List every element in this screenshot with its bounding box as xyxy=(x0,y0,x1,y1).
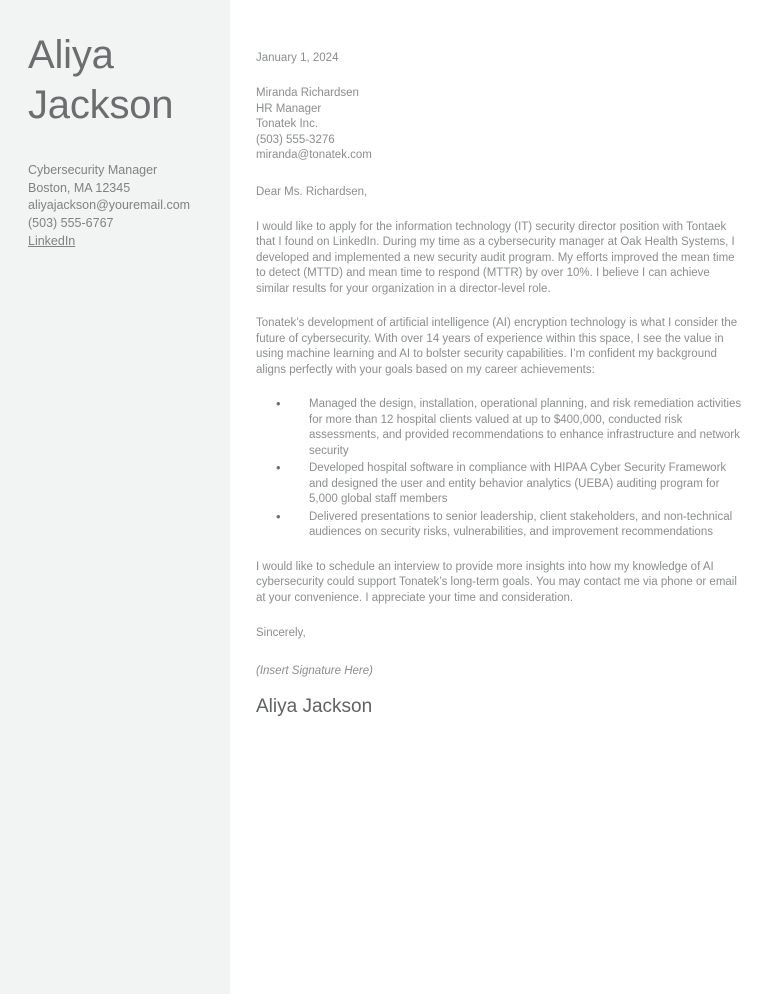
applicant-phone: (503) 555-6767 xyxy=(28,215,114,230)
applicant-last-name: Jackson xyxy=(28,83,174,127)
sidebar xyxy=(0,0,230,994)
list-item: • Delivered presentations to senior leadership, client stakeholders, and non-technical audiences on security risks, vulnerabilities, and improvement recommendations xyxy=(256,510,744,541)
contact-details xyxy=(28,162,206,251)
recipient-name: Miranda Richardsen xyxy=(256,87,359,99)
body-paragraph-3: I would like to schedule an interview to provide more insights into how my knowledge of AI cybersecurity could support Tonatek’s long-term goals. You may contact me via phone or email at your convenience. I appreciate your time and consideration. xyxy=(256,560,737,604)
list-item: • Managed the design, installation, operational planning, and risk remediation activities for more than 12 hospital clients valued at up to $400,000, conducted risk assessments, and provided recommendations to enhance infrastructure and network security xyxy=(256,397,744,459)
letter-date: January 1, 2024 xyxy=(256,52,339,64)
closing-salutation: Sincerely, xyxy=(256,627,306,639)
applicant-first-name: Aliya xyxy=(28,33,114,77)
recipient-company: Tonatek Inc. xyxy=(256,118,319,130)
recipient-email: miranda@tonatek.com xyxy=(256,149,372,161)
body-paragraph-2: Tonatek’s development of artificial intelligence (AI) encryption technology is what I consider the future of cybersecurity. With over 14 years of experience within this space, I see the value in using machine learning and AI to bolster security capabilities. I’m confident my background aligns perfectly with your goals based on my career achievements: xyxy=(256,317,738,376)
applicant-name xyxy=(28,30,206,130)
applicant-email: aliyajackson@youremail.com xyxy=(28,198,191,212)
achievements-list xyxy=(256,397,744,541)
signature-name: Aliya Jackson xyxy=(256,696,373,717)
salutation: Dear Ms. Richardsen, xyxy=(256,185,368,198)
applicant-location: Boston, MA 12345 xyxy=(28,180,131,195)
list-item: • Developed hospital software in compliance with HIPAA Cyber Security Framework and designed the user and entity behavior analytics (UEBA) auditing program for 5,000 global staff members xyxy=(256,461,744,508)
body-paragraph-1: I would like to apply for the information technology (IT) security director position with Tontaek that I found on LinkedIn. During my time as a cybersecurity manager at Oak Health Systems, I developed and implemented a new security audit program. My efforts improved the mean time to detect (MTTD) and mean time to respond (MTTR) by over 10%. I believe I can achieve similar results for your organization in a director-level role. xyxy=(256,220,735,295)
signature-placeholder: (Insert Signature Here) xyxy=(256,665,373,677)
recipient-phone: (503) 555-3276 xyxy=(256,133,335,146)
recipient-block xyxy=(256,86,744,164)
letter-body xyxy=(230,0,768,994)
applicant-job-title: Cybersecurity Manager xyxy=(28,163,158,177)
linkedin-link[interactable]: LinkedIn xyxy=(28,234,76,248)
recipient-title: HR Manager xyxy=(256,102,322,115)
